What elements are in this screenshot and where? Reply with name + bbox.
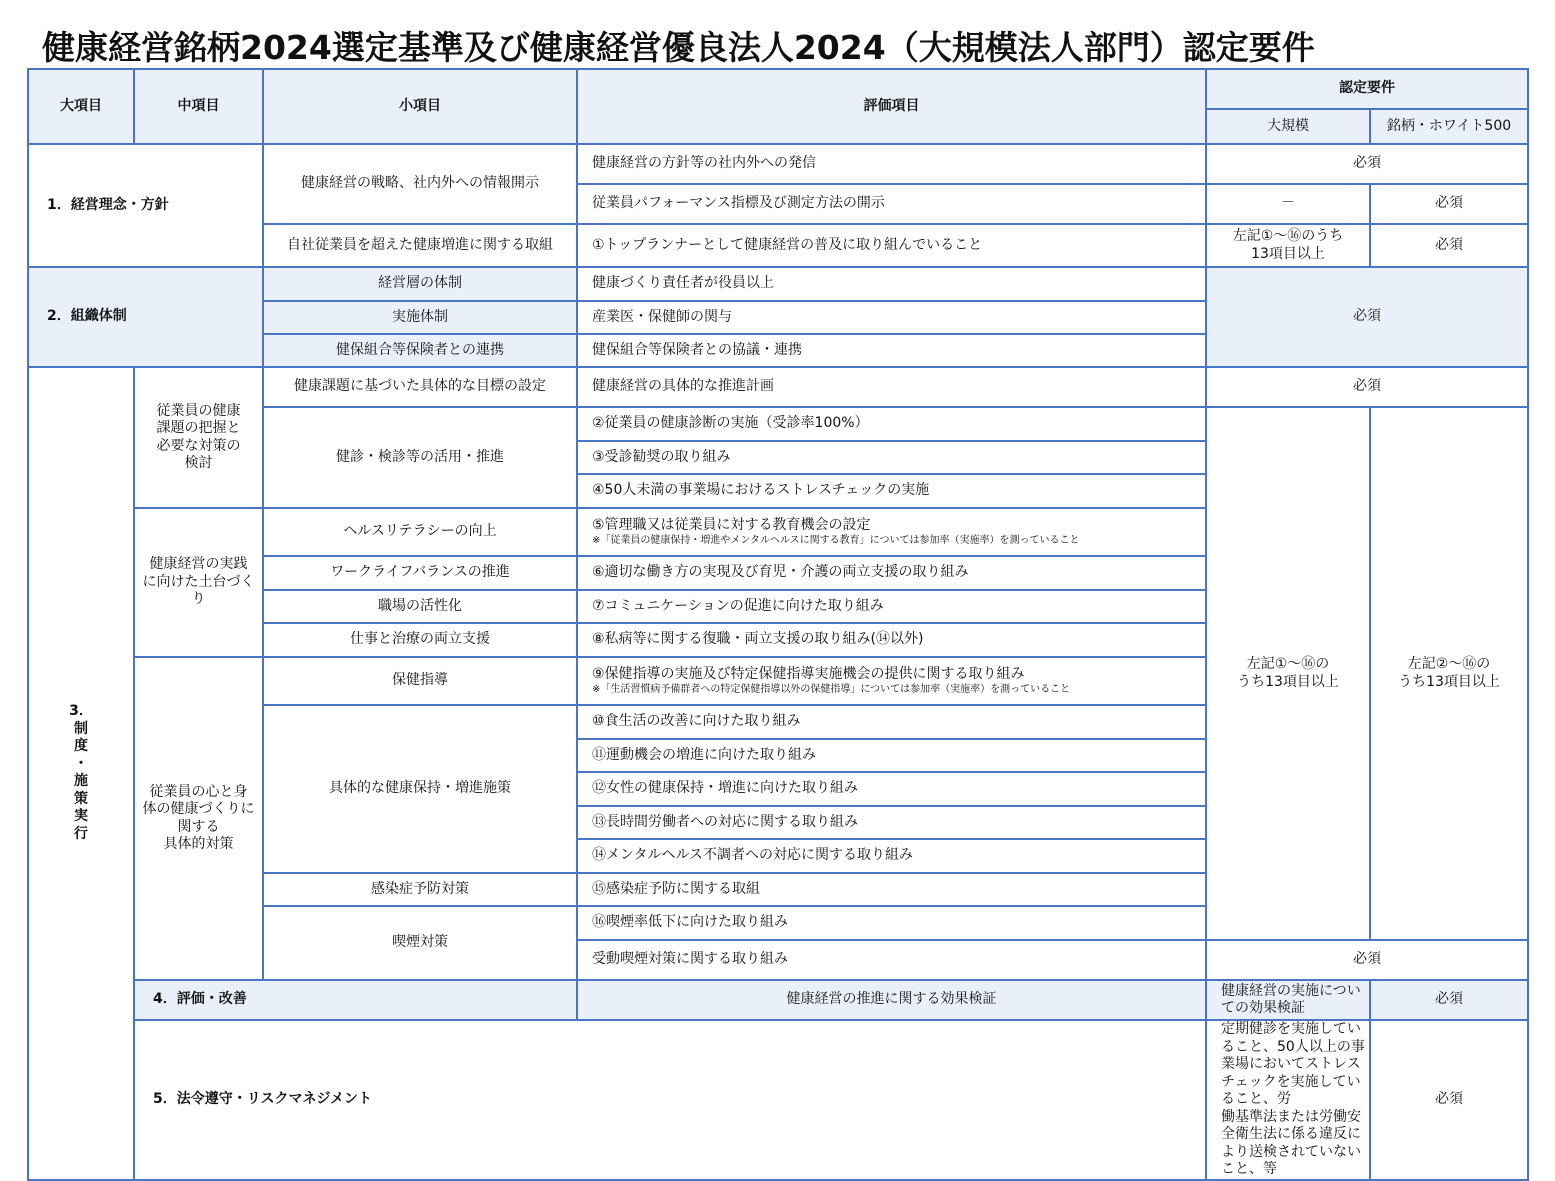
chu-3-line: 体の健康づくりに xyxy=(142,801,255,817)
item-4: ④50人未満の事業場におけるストレスチェックの実施 xyxy=(577,474,1206,508)
section-3-chu-3 xyxy=(134,657,263,980)
goal-item: 健康経営の具体的な推進計画 xyxy=(577,367,1206,407)
item-2: ②従業員の健康診断の実施（受診率100%） xyxy=(577,407,1206,441)
section-1-sho-1: 健康経営の戦略、社内外への情報開示 xyxy=(263,144,577,224)
gutai-sho: 具体的な健康保持・増進施策 xyxy=(263,705,577,873)
daikibo-req-line: 左記①～⑯の xyxy=(1246,656,1330,672)
item-10: ⑩食生活の改善に向けた取り組み xyxy=(577,705,1206,739)
header-hyoka: 評価項目 xyxy=(577,69,1206,144)
header-sho: 小項目 xyxy=(263,69,577,144)
kasseika-sho: 職場の活性化 xyxy=(263,590,577,623)
kenshin-sho: 健診・検診等の活用・推進 xyxy=(263,407,577,508)
section-1-item-3: ①トップランナーとして健康経営の普及に取り組んでいること xyxy=(577,224,1206,267)
section-5-title: 5．法令遵守・リスクマネジメント xyxy=(134,1020,1206,1180)
section-4-item: 健康経営の実施についての効果検証 xyxy=(1206,980,1370,1020)
section-3-title-char: 度 xyxy=(74,738,88,755)
chu-3-line: 具体的対策 xyxy=(163,836,234,852)
section-1-title: 1．経営理念・方針 xyxy=(28,144,263,267)
item-3: ③受診勧奨の取り組み xyxy=(577,441,1206,474)
chu-2-line: に向けた土台づく xyxy=(142,573,255,590)
section-3-title-char: 3． xyxy=(69,703,93,720)
item-13: ⑬長時間労働者への対応に関する取り組み xyxy=(577,806,1206,839)
item-11: ⑪運動機会の増進に向けた取り組み xyxy=(577,739,1206,772)
section-1-req-1: 必須 xyxy=(1206,144,1528,184)
section-1-req-3-line-1: 左記①～⑯のうち xyxy=(1232,228,1344,244)
goal-sho: 健康課題に基づいた具体的な目標の設定 xyxy=(263,367,577,407)
page-title: 健康経営銘柄2024選定基準及び健康経営優良法人2024（大規模法人部門）認定要件 xyxy=(42,28,1315,67)
section-2-item-1: 健康づくり責任者が役員以上 xyxy=(577,267,1206,301)
section-1-req-3-meigara: 必須 xyxy=(1370,224,1528,267)
item-8: ⑧私病等に関する復職・両立支援の取り組み(⑭以外) xyxy=(577,623,1206,657)
chu-2-line: 健康経営の実践 xyxy=(149,556,248,573)
section-3-title-char: ・ xyxy=(74,755,88,772)
item-9-text: ⑨保健指導の実施及び特定保健指導実施機会の提供に関する取り組み xyxy=(592,666,1025,683)
section-2-sho-1: 経営層の体制 xyxy=(263,267,577,301)
item-9 xyxy=(577,657,1206,705)
hoken-sho: 保健指導 xyxy=(263,657,577,705)
section-3-title-char: 実 xyxy=(74,808,88,825)
chu-2-line: り xyxy=(191,591,206,608)
item-5-note: ※「従業員の健康保持・増進やメンタルヘルスに関する教育」については参加率（実施率）を測っていること xyxy=(592,534,1080,546)
header-chu: 中項目 xyxy=(134,69,263,144)
requirements-table xyxy=(27,68,1529,1181)
section-1-item-1: 健康経営の方針等の社内外への発信 xyxy=(577,144,1206,184)
header-nintei: 認定要件 xyxy=(1206,69,1528,109)
item-15: ⑮感染症予防に関する取組 xyxy=(577,873,1206,906)
section-5-item-line: 定期健診を実施していること、50人以上の事業場においてストレスチェックを実施していること、労 xyxy=(1221,1021,1365,1107)
judou-req: 必須 xyxy=(1206,940,1528,980)
section-2-item-3: 健保組合等保険者との協議・連携 xyxy=(577,334,1206,367)
section-1-req-3-line-2: 13項目以上 xyxy=(1251,245,1325,262)
section-2-sho-2: 実施体制 xyxy=(263,301,577,334)
section-2-title: 2．組織体制 xyxy=(28,267,263,367)
item-6: ⑥適切な働き方の実現及び育児・介護の両立支援の取り組み xyxy=(577,556,1206,590)
section-4-sho: 健康経営の推進に関する効果検証 xyxy=(577,980,1206,1020)
chu-3-line: 関する xyxy=(177,818,220,835)
section-3-title-char: 施 xyxy=(74,773,88,790)
health-literacy-sho: ヘルスリテラシーの向上 xyxy=(263,508,577,556)
chu-1-line: 必要な対策の xyxy=(156,437,241,454)
chu-3-line: 従業員の心と身 xyxy=(149,783,248,800)
section-3-chu-2 xyxy=(134,508,263,657)
judou-item: 受動喫煙対策に関する取り組み xyxy=(577,940,1206,980)
section-2-item-2: 産業医・保健師の関与 xyxy=(577,301,1206,334)
item-12: ⑫女性の健康保持・増進に向けた取り組み xyxy=(577,772,1206,806)
section-4-req: 必須 xyxy=(1370,980,1528,1020)
meigara-req xyxy=(1370,407,1528,940)
header-daikibo: 大規模 xyxy=(1206,109,1370,144)
item-14: ⑭メンタルヘルス不調者への対応に関する取り組み xyxy=(577,839,1206,873)
header-dai: 大項目 xyxy=(28,69,134,144)
meigara-req-line: うち13項目以上 xyxy=(1398,673,1500,690)
chu-1-line: 検討 xyxy=(184,455,213,471)
daikibo-req-line: うち13項目以上 xyxy=(1237,673,1339,690)
section-1-req-2-daikibo: － xyxy=(1206,184,1370,224)
chu-1-line: 課題の把握と xyxy=(156,420,241,436)
kitsuen-sho: 喫煙対策 xyxy=(263,906,577,980)
goal-req: 必須 xyxy=(1206,367,1528,407)
section-2-sho-3: 健保組合等保険者との連携 xyxy=(263,334,577,367)
section-1-item-2: 従業員パフォーマンス指標及び測定方法の開示 xyxy=(577,184,1206,224)
item-9-note: ※「生活習慣病予備群者への特定保健指導以外の保健指導」については参加率（実施率）を測っていること xyxy=(592,683,1071,695)
section-2-req: 必須 xyxy=(1206,267,1528,367)
daikibo-req xyxy=(1206,407,1370,940)
section-1-sho-2: 自社従業員を超えた健康増進に関する取組 xyxy=(263,224,577,267)
item-5 xyxy=(577,508,1206,556)
kansen-sho: 感染症予防対策 xyxy=(263,873,577,906)
header-meigara: 銘柄・ホワイト500 xyxy=(1370,109,1528,144)
chu-1-line: 従業員の健康 xyxy=(156,402,241,419)
section-3-title-char: 制 xyxy=(74,720,88,737)
section-3-title xyxy=(28,367,134,1180)
section-3-chu-1 xyxy=(134,367,263,508)
wlb-sho: ワークライフバランスの推進 xyxy=(263,556,577,590)
section-3-title-char: 策 xyxy=(74,790,88,807)
meigara-req-line: 左記②～⑯の xyxy=(1407,656,1491,672)
section-1-req-3-daikibo xyxy=(1206,224,1370,267)
section-4-title: 4．評価・改善 xyxy=(134,980,577,1020)
item-7: ⑦コミュニケーションの促進に向けた取り組み xyxy=(577,590,1206,623)
item-5-text: ⑤管理職又は従業員に対する教育機会の設定 xyxy=(592,517,871,534)
section-5-item xyxy=(1206,1020,1370,1180)
ryoritsu-sho: 仕事と治療の両立支援 xyxy=(263,623,577,657)
section-5-item-line: 働基準法または労働安全衛生法に係る違反により送検されていないこと、等 xyxy=(1221,1108,1361,1177)
section-3-title-char: 行 xyxy=(74,825,88,842)
section-5-req: 必須 xyxy=(1370,1020,1528,1180)
item-16: ⑯喫煙率低下に向けた取り組み xyxy=(577,906,1206,940)
section-1-req-2-meigara: 必須 xyxy=(1370,184,1528,224)
